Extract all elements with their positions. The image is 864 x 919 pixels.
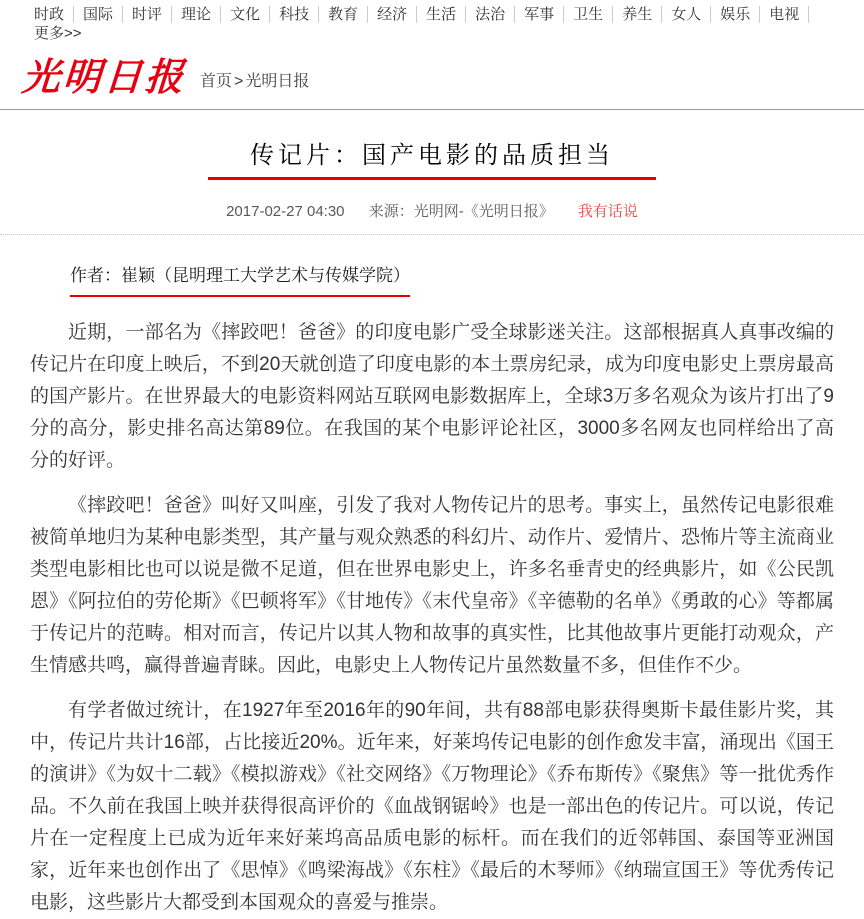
article-body <box>30 317 834 919</box>
comment-link[interactable]: 我有话说 <box>577 203 638 220</box>
nav-item-yule[interactable]: 娱乐 <box>711 6 760 23</box>
article-meta <box>0 200 864 221</box>
breadcrumb-current: 光明日报 <box>245 73 310 90</box>
nav-item-guoji[interactable]: 国际 <box>74 6 123 23</box>
site-header <box>0 43 864 110</box>
dotted-divider <box>0 234 864 235</box>
nav-item-jiaoyu[interactable]: 教育 <box>319 6 368 23</box>
paragraph-2: 《摔跤吧！爸爸》叫好又叫座，引发了我对人物传记片的思考。事实上，虽然传记电影很难被简单地归为某种电影类型，其产量与观众熟悉的科幻片、动作片、爱情片、恐怖片等主流商业类型电影相比也可以说是微不足道，但在世界电影史上，许多名垂青史的经典影片，如《公民凯恩》《阿拉伯的劳伦斯》《巴顿将军》《甘地传》《末代皇帝》《辛德勒的名单》《勇敢的心》等都属于传记片的范畴。相对而言，传记片以其人物和故事的真实性，比其他故事片更能打动观众，产生情感共鸣，赢得普遍青睐。因此，电影史上人物传记片虽然数量不多，但佳作不少。 <box>30 495 834 676</box>
author-wrap <box>70 261 864 297</box>
nav-item-dianshi[interactable]: 电视 <box>760 6 809 23</box>
breadcrumb <box>200 68 309 91</box>
guangming-daily-logo[interactable]: 光明日报 <box>20 54 188 99</box>
nav-item-wenhua[interactable]: 文化 <box>221 6 270 23</box>
nav-item-shizheng[interactable]: 时政 <box>25 6 74 23</box>
nav-item-weisheng[interactable]: 卫生 <box>564 6 613 23</box>
breadcrumb-home-link[interactable]: 首页 <box>200 73 233 90</box>
nav-item-fazhi[interactable]: 法治 <box>466 6 515 23</box>
nav-item-keji[interactable]: 科技 <box>270 6 319 23</box>
top-category-nav <box>0 0 864 43</box>
source-label: 来源：光明网-《光明日报》 <box>368 203 554 220</box>
nav-item-shiping[interactable]: 时评 <box>123 6 172 23</box>
nav-item-nvren[interactable]: 女人 <box>662 6 711 23</box>
publish-datetime: 2017-02-27 04:30 <box>226 203 345 220</box>
paragraph-3: 有学者做过统计，在1927年至2016年的90年间，共有88部电影获得奥斯卡最佳影片奖，其中，传记片共计16部，占比接近20%。近年来，好莱坞传记电影的创作愈发丰富，涌现出《国王的演讲》《为奴十二载》《模拟游戏》《社交网络》《万物理论》《乔布斯传》《聚焦》等一批优秀作品。不久前在我国上映并获得很高评价的《血战钢锯岭》也是一部出色的传记片。可以说，传记片在一定程度上已成为近年来好莱坞高品质电影的标杆。而在我们的近邻韩国、泰国等亚洲国家，近年来也创作出了《思悼》《鸣梁海战》《东柱》《最后的木琴师》《纳瑞宣国王》等优秀传记电影，这些影片大都受到本国观众的喜爱与推崇。 <box>30 700 834 913</box>
nav-item-shenghuo[interactable]: 生活 <box>417 6 466 23</box>
nav-item-junshi[interactable]: 军事 <box>515 6 564 23</box>
author-line: 作者：崔颖（昆明理工大学艺术与传媒学院） <box>70 261 410 297</box>
article-title-wrap <box>0 135 864 180</box>
article-title: 传记片：国产电影的品质担当 <box>208 135 656 180</box>
breadcrumb-separator: > <box>234 73 244 90</box>
nav-item-yangsheng[interactable]: 养生 <box>613 6 662 23</box>
nav-more-link[interactable]: 更多>> <box>34 25 82 42</box>
paragraph-1: 近期，一部名为《摔跤吧！爸爸》的印度电影广受全球影迷关注。这部根据真人真事改编的传记片在印度上映后，不到20天就创造了印度电影的本土票房纪录，成为印度电影史上票房最高的国产影片。在世界最大的电影资料网站互联网电影数据库上，全球3万多名观众为该片打出了9分的高分，影史排名高达第89位。在我国的某个电影评论社区，3000多名网友也同样给出了高分的好评。 <box>30 322 834 471</box>
nav-item-lilun[interactable]: 理论 <box>172 6 221 23</box>
nav-item-jingji[interactable]: 经济 <box>368 6 417 23</box>
